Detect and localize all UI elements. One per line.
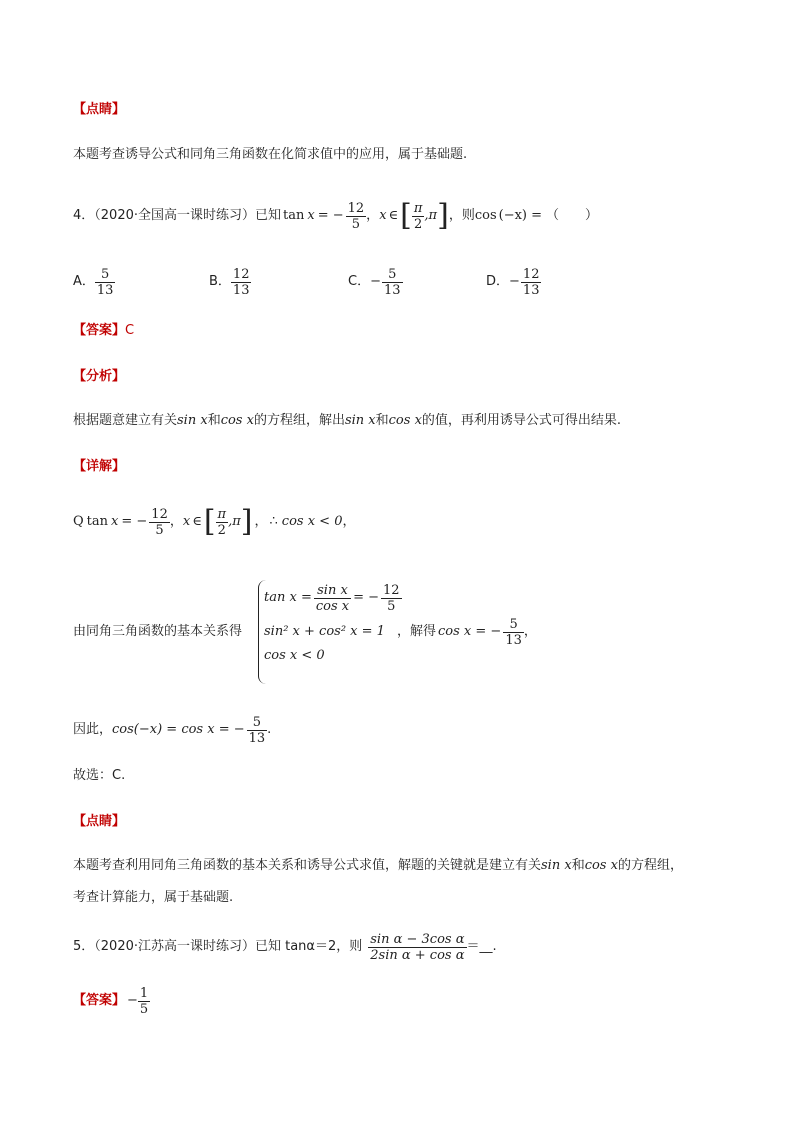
q4-pi2: ,π bbox=[424, 208, 438, 223]
system-row-3: cos x < 0 bbox=[264, 648, 325, 663]
q4-in: ∈ bbox=[388, 208, 399, 223]
answer-5-line bbox=[73, 981, 150, 1021]
q4-cos: cos bbox=[474, 208, 497, 223]
option-c-frac bbox=[382, 267, 403, 298]
detail-frac-num: 12 bbox=[151, 506, 168, 522]
solve-cos-eq: cos x = − bbox=[438, 624, 502, 639]
detail-frac bbox=[149, 507, 170, 538]
sys-row1-frac2 bbox=[381, 583, 402, 614]
detail-left-bracket: [ bbox=[203, 504, 216, 539]
option-d-den: 13 bbox=[522, 282, 540, 298]
system-row-1 bbox=[264, 578, 402, 618]
hence-eq: cos(−x) = cos x = − bbox=[112, 722, 245, 737]
option-c-letter: C． bbox=[348, 274, 371, 289]
system-lead: 由同角三角函数的基本关系得 bbox=[73, 624, 243, 639]
option-a[interactable] bbox=[73, 262, 115, 302]
q4-pi-frac bbox=[412, 201, 425, 232]
detail-in: ∈ bbox=[192, 514, 202, 529]
system-solve bbox=[397, 612, 537, 652]
q4-x2: x bbox=[379, 208, 387, 223]
q5-frac bbox=[368, 932, 466, 963]
q4-two: 2 bbox=[412, 216, 425, 232]
sys-row1-num2: 12 bbox=[383, 582, 400, 598]
comment-2-cosx: cos x bbox=[584, 858, 618, 873]
q4-frac-num: 12 bbox=[347, 200, 365, 216]
solve-comma: ， bbox=[523, 624, 537, 639]
q4-eq: = − bbox=[317, 208, 344, 223]
option-d[interactable] bbox=[486, 262, 541, 302]
analysis-sinx-2: sin x bbox=[344, 413, 376, 428]
comment-2a: 本题考查利用同角三角函数的基本关系和诱导公式求值，解题的关键就是建立有关 bbox=[73, 858, 542, 873]
detail-line-1 bbox=[73, 502, 355, 542]
q4-right-bracket: ] bbox=[437, 198, 449, 233]
choose-line: 故选：C. bbox=[73, 768, 126, 783]
label-answer: 【答案】 bbox=[73, 323, 126, 338]
hence-frac bbox=[247, 715, 268, 746]
analysis-text bbox=[73, 413, 621, 429]
q4-fraction bbox=[346, 201, 367, 232]
analysis-sinx: sin x bbox=[177, 413, 208, 428]
q4-then: ，则 bbox=[448, 208, 475, 223]
label-detail: 【详解】 bbox=[73, 459, 126, 474]
sys-row1-num: sin x bbox=[317, 582, 348, 598]
hence-num: 5 bbox=[252, 714, 262, 730]
detail-pi-frac bbox=[216, 507, 229, 538]
option-d-letter: D． bbox=[486, 274, 510, 289]
hence-den: 13 bbox=[248, 730, 266, 746]
label-answer-5: 【答案】 bbox=[73, 993, 126, 1008]
detail-comma-2: ， bbox=[254, 514, 268, 529]
option-c-den: 13 bbox=[383, 282, 401, 298]
label-analysis: 【分析】 bbox=[73, 369, 126, 384]
solve-den: 13 bbox=[505, 632, 522, 648]
label-dianjing-1: 【点睛】 bbox=[73, 102, 126, 117]
analysis-t1: 根据题意建立有关 bbox=[73, 413, 178, 428]
option-c-num: 5 bbox=[388, 266, 397, 282]
question-4 bbox=[73, 196, 598, 236]
answer-5-frac bbox=[138, 986, 150, 1017]
q4-x: x bbox=[307, 208, 315, 223]
comment-2-and: 和 bbox=[571, 858, 585, 873]
option-b-num: 12 bbox=[232, 266, 250, 282]
option-b-den: 13 bbox=[232, 282, 250, 298]
sys-row1-b: = − bbox=[353, 590, 380, 605]
detail-tan: tan bbox=[86, 514, 109, 529]
option-d-sign: − bbox=[509, 274, 520, 289]
answer-5-den: 5 bbox=[139, 1001, 149, 1017]
comment-2-line-1 bbox=[73, 858, 683, 874]
q4-frac-den: 5 bbox=[346, 216, 367, 232]
sys-row1-den2: 5 bbox=[381, 598, 402, 614]
option-a-frac bbox=[95, 267, 116, 298]
analysis-and-2: 和 bbox=[375, 413, 389, 428]
q5-num: sin α − 3cos α bbox=[370, 931, 465, 947]
hence-line bbox=[73, 710, 271, 750]
comment-2-line-2: 考查计算能力，属于基础题. bbox=[73, 890, 234, 905]
analysis-and: 和 bbox=[207, 413, 221, 428]
q4-pi: π bbox=[413, 200, 423, 216]
option-d-frac bbox=[521, 267, 542, 298]
sys-row1-frac bbox=[314, 583, 351, 614]
solve-text: ，解得 bbox=[397, 624, 437, 639]
comment-2b: 的方程组， bbox=[617, 858, 683, 873]
option-c[interactable] bbox=[348, 262, 403, 302]
detail-end: ， bbox=[342, 514, 356, 529]
q5-tail: ＝__. bbox=[466, 939, 497, 954]
q4-prefix: 4．（2020·全国高一课时练习）已知 bbox=[73, 208, 281, 223]
q4-blank: （ ） bbox=[546, 208, 599, 223]
answer-line bbox=[73, 323, 134, 339]
detail-right-bracket: ] bbox=[240, 504, 253, 539]
option-a-den: 13 bbox=[96, 282, 114, 298]
solve-frac bbox=[503, 617, 524, 648]
detail-x: x bbox=[111, 514, 119, 529]
detail-pi2: ,π bbox=[228, 514, 241, 529]
analysis-cosx: cos x bbox=[220, 413, 254, 428]
detail-frac-den: 5 bbox=[149, 522, 170, 538]
because-symbol: Q bbox=[73, 514, 84, 529]
option-b[interactable] bbox=[209, 262, 251, 302]
q4-tan: tan bbox=[283, 208, 305, 223]
q4-comma: ， bbox=[366, 208, 380, 223]
detail-pi: π bbox=[217, 506, 227, 522]
option-b-frac bbox=[231, 267, 252, 298]
q4-left-bracket: [ bbox=[400, 198, 412, 233]
detail-cos-lt: cos x < 0 bbox=[281, 514, 343, 529]
sys-row1-a: tan x = bbox=[264, 590, 312, 605]
detail-comma: ， bbox=[169, 514, 183, 529]
option-d-num: 12 bbox=[522, 266, 540, 282]
q5-den: 2sin α + cos α bbox=[370, 947, 465, 963]
detail-eq: = − bbox=[121, 514, 148, 529]
sys-row1-den: cos x bbox=[315, 598, 350, 614]
detail-two: 2 bbox=[216, 522, 229, 538]
q4-negx: (−x) = bbox=[498, 208, 543, 223]
option-c-sign: − bbox=[370, 274, 381, 289]
analysis-cosx-2: cos x bbox=[388, 413, 422, 428]
solve-num: 5 bbox=[509, 616, 518, 632]
answer-5-sign: − bbox=[127, 993, 138, 1008]
q5-prefix: 5．（2020·江苏高一课时练习）已知 tanα＝2，则 bbox=[73, 939, 363, 954]
hence-period: . bbox=[267, 722, 272, 737]
comment-1: 本题考查诱导公式和同角三角函数在化简求值中的应用，属于基础题. bbox=[73, 147, 468, 162]
label-dianjing-2: 【点睛】 bbox=[73, 814, 126, 829]
option-a-num: 5 bbox=[101, 266, 110, 282]
option-b-letter: B． bbox=[209, 274, 231, 289]
question-5 bbox=[73, 927, 497, 967]
hence-text: 因此， bbox=[73, 722, 113, 737]
analysis-t2: 的方程组，解出 bbox=[253, 413, 345, 428]
therefore-symbol: ∴ bbox=[269, 514, 278, 529]
analysis-t3: 的值，再利用诱导公式可得出结果. bbox=[421, 413, 622, 428]
comment-2-sinx: sin x bbox=[541, 858, 572, 873]
detail-x2: x bbox=[182, 514, 191, 529]
option-a-letter: A． bbox=[73, 274, 95, 289]
system-row-2: sin² x + cos² x = 1 bbox=[264, 624, 385, 639]
answer-value: C bbox=[125, 323, 135, 338]
answer-5-num: 1 bbox=[139, 985, 149, 1001]
